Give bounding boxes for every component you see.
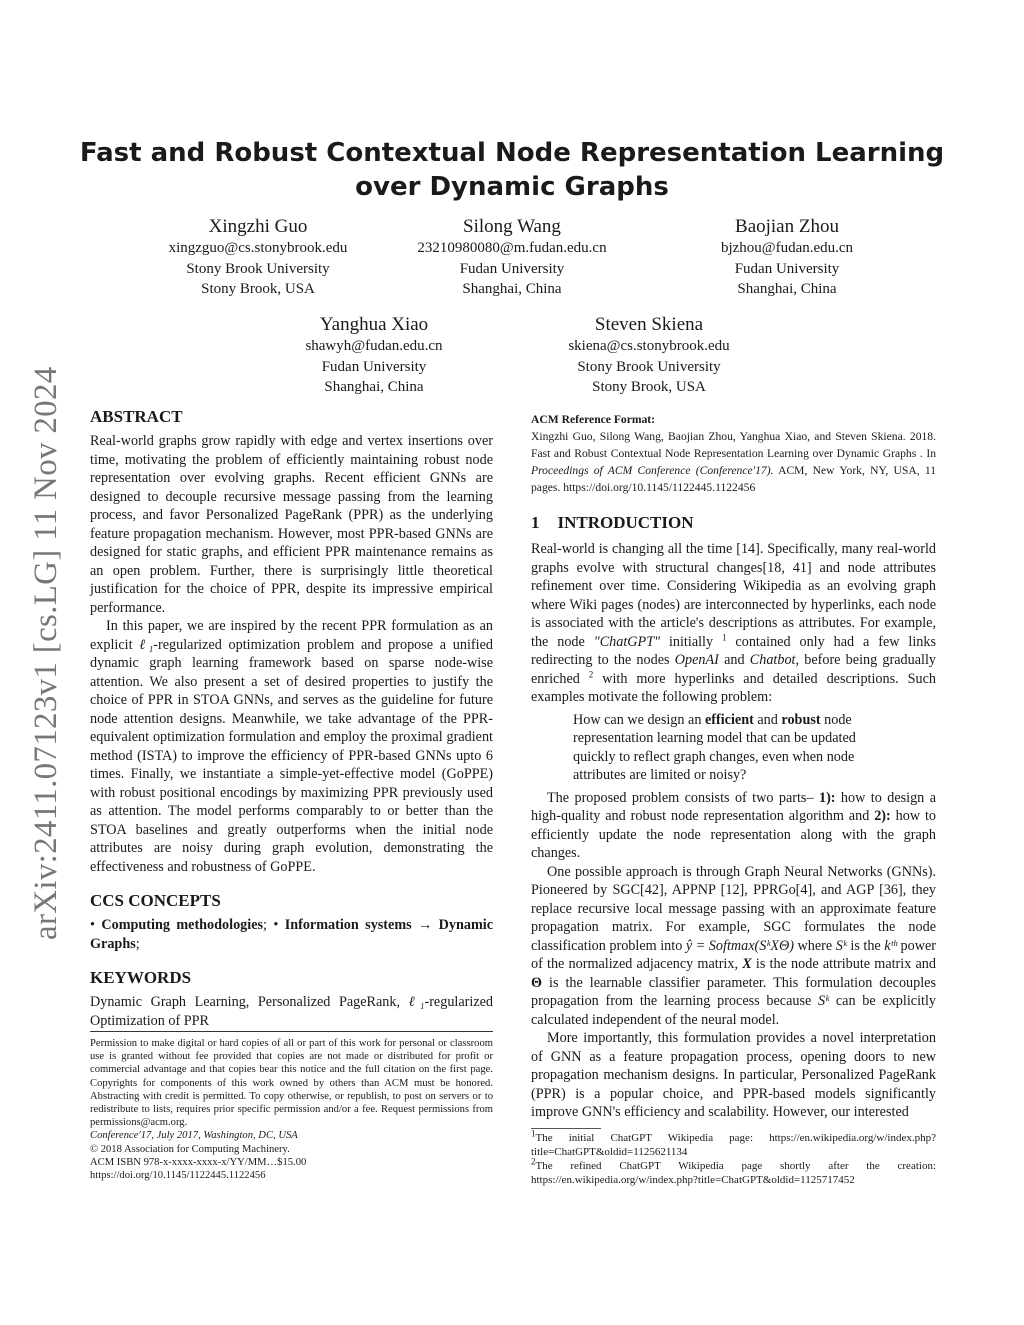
author-location: Stony Brook, USA (592, 379, 706, 395)
keywords-heading: KEYWORDS (90, 968, 192, 987)
footnote-ref[interactable]: 1 (722, 631, 727, 642)
author-block (637, 214, 937, 300)
left-column (90, 406, 493, 1030)
title-line-2: over Dynamic Graphs (355, 172, 669, 202)
arxiv-stamp: arXiv:2411.07123v1 [cs.LG] 11 Nov 2024 (28, 366, 64, 940)
abstract-paragraph-1: Real-world graphs grow rapidly with edge and vertex insertions over time, motivating the problem of efficiently maintaining robust node representation over evolving graphs. Recent efficient GNNs are designed to decouple recursive message passing from the learning process, and favor Personalized PageRank (PPR) as the underlying feature propagation mechanism. However, most PPR-based GNNs are designed for static graphs, and efficient PPR maintenance remains as an open problem. Further, there is surprisingly little theoretical justification for the choice of PPR, despite its impressive empirical performance. (90, 433, 493, 616)
footnote-2: $^2$The refined ChatGPT Wikipedia page shortly after the creation: https://en.wikipedia.org/w/index.php?title=ChatGPT&oldid=1125717452 (531, 1156, 936, 1186)
acm-reference-text: Xingzhi Guo, Silong Wang, Baojian Zhou, Yanghua Xiao, and Steven Skiena. 2018. Fast and Robust Contextual Node Representation Learning over Dynamic Graphs . In Proceedings of ACM Conference (Conference'17). ACM, New York, NY, USA, 11 pages. https://doi.org/10.1145/1122445.1122456 (531, 430, 936, 494)
keywords-text: Dynamic Graph Learning, Personalized PageRank, ℓ₁-regularized Optimization of PPR (90, 994, 494, 1029)
footnotes (531, 1128, 936, 1187)
copyright: © 2018 Association for Computing Machinery. (90, 1143, 290, 1155)
intro-paragraph-2: The proposed problem consists of two parts– 1): how to design a high-quality and robust node representation algorithm and 2): how to efficiently update the node representation along with the graph changes. (531, 789, 937, 861)
conference-info: Conference'17, July 2017, Washington, DC, USA (90, 1130, 298, 1142)
permission-block (90, 1037, 493, 1182)
author-email[interactable]: 23210980080@m.fudan.edu.cn (417, 240, 607, 256)
author-affiliation: Stony Brook University (577, 358, 721, 375)
author-location: Shanghai, China (462, 281, 562, 297)
paper-title (0, 136, 1024, 204)
author-name: Xingzhi Guo (208, 216, 308, 237)
ccs-concepts: • Computing methodologies; • Information systems → Dynamic Graphs; (90, 917, 493, 952)
abstract-paragraph-2: In this paper, we are inspired by the recent PPR formulation as an explicit ℓ₁-regularized optimization problem and propose a unified dynamic graph learning framework based on sparse node-wise attention. We also present a set of desired properties to justify the choice of PPR in STOA GNNs, and serves as the guideline for future node attention designs. Meanwhile, we take advantage of the PPR-equivalent optimization formulation and employ the proximal gradient method (ISTA) to improve the efficiency of PPR-based GNNs upto 6 times. Finally, we instantiate a simple-yet-effective model (GoPPE) with robust positional encodings by maximizing PPR previously used as attention. The model performs comparably to or better than the STOA baselines and greatly outperforms when the initial node attributes are noisy during graph evolution, demonstrating the effectiveness and robustness of GoPPE. (90, 618, 493, 875)
author-location: Shanghai, China (324, 379, 424, 395)
author-name: Silong Wang (463, 216, 561, 237)
author-email[interactable]: xingzguo@cs.stonybrook.edu (168, 240, 348, 256)
author-block (362, 214, 662, 300)
footnote-divider (531, 1128, 601, 1129)
intro-paragraph-4: More importantly, this formulation provides a novel interpretation of GNN as a feature propagation process, opening doors to new propagation mechanism designs. In particular, Personalized PageRank (PPR) is a popular choice, and PPR-based models significantly improve GNN's efficiency and scalability. However, our interested (531, 1030, 936, 1120)
author-location: Shanghai, China (737, 281, 837, 297)
permission-text: Permission to make digital or hard copies of all or part of this work for personal or classroom use is granted without fee provided that copies are not made or distributed for profit or commercial advantage and that copies bear this notice and the full citation on the first page. Copyrights for components of this work owned by others than ACM must be honored. Abstracting with credit is permitted. To copy otherwise, or republish, to post on servers or to redistribute to lists, requires prior specific permission and/or a fee. Request permissions from permissions@acm.org. (90, 1038, 493, 1129)
author-email[interactable]: shawyh@fudan.edu.cn (305, 338, 443, 354)
footnote-1: $^1$The initial ChatGPT Wikipedia page: https://en.wikipedia.org/w/index.php?title=ChatGPT&oldid=1125621134 (531, 1128, 936, 1158)
doi-link[interactable]: https://doi.org/10.1145/1122445.1122456 (90, 1170, 266, 1182)
isbn: ACM ISBN 978-x-xxxx-xxxx-x/YY/MM…$15.00 (90, 1156, 307, 1168)
author-block (224, 312, 524, 398)
acm-reference (531, 411, 936, 496)
divider (90, 1031, 493, 1032)
author-email[interactable]: skiena@cs.stonybrook.edu (568, 338, 730, 354)
intro-heading: 1 INTRODUCTION (531, 513, 694, 532)
right-column (531, 512, 936, 1122)
intro-paragraph-1: Real-world is changing all the time [14]. Specifically, many real-world graphs evolve with structural changes[18, 41] and node attributes refinement over time. Considering Wikipedia as an evolving graph where Wiki pages (nodes) are interconnected by hyperlinks, each node is associated with the article's descriptions as attributes. For example, the node "ChatGPT" initially $^1$ contained only had a few links redirecting to the nodes OpenAI and Chatbot, before being gradually enriched $^2$ with more hyperlinks and detailed descriptions. Such examples motivate the following problem: (531, 541, 936, 705)
acm-reference-heading: ACM Reference Format: (531, 413, 656, 426)
author-affiliation: Fudan University (734, 260, 840, 277)
author-email[interactable]: bjzhou@fudan.edu.cn (720, 240, 854, 256)
research-question: How can we design an efficient and robust node representation learning model that can be updated quickly to reflect graph changes, even when node attributes are limited or noisy? (573, 711, 856, 783)
ccs-heading: CCS CONCEPTS (90, 891, 221, 910)
footnote-ref[interactable]: 2 (588, 668, 594, 679)
author-name: Steven Skiena (594, 314, 704, 335)
abstract-heading: ABSTRACT (90, 407, 183, 426)
author-name: Yanghua Xiao (319, 314, 429, 335)
intro-paragraph-3: One possible approach is through Graph Neural Networks (GNNs). Pioneered by SGC[42], APPNP [12], PPRGo[4], and AGP [36], they replace recursive local message passing with an approximate feature propagation matrix. For example, SGC formulates the node classification problem into ŷ = Softmax(SᵏXΘ) where Sᵏ is the kᵗʰ power of the normalized adjacency matrix, X is the node attribute matrix and Θ is the learnable classifier parameter. This formulation decouples propagation from the learning process because Sᵏ can be explicitly calculated independent of the neural model. (531, 863, 936, 1028)
author-block (499, 312, 799, 398)
title-line-1: Fast and Robust Contextual Node Representation Learning (79, 138, 945, 168)
author-affiliation: Stony Brook University (186, 260, 330, 277)
author-name: Baojian Zhou (735, 216, 839, 237)
author-location: Stony Brook, USA (201, 281, 315, 297)
author-affiliation: Fudan University (459, 260, 565, 277)
author-affiliation: Fudan University (321, 358, 427, 375)
